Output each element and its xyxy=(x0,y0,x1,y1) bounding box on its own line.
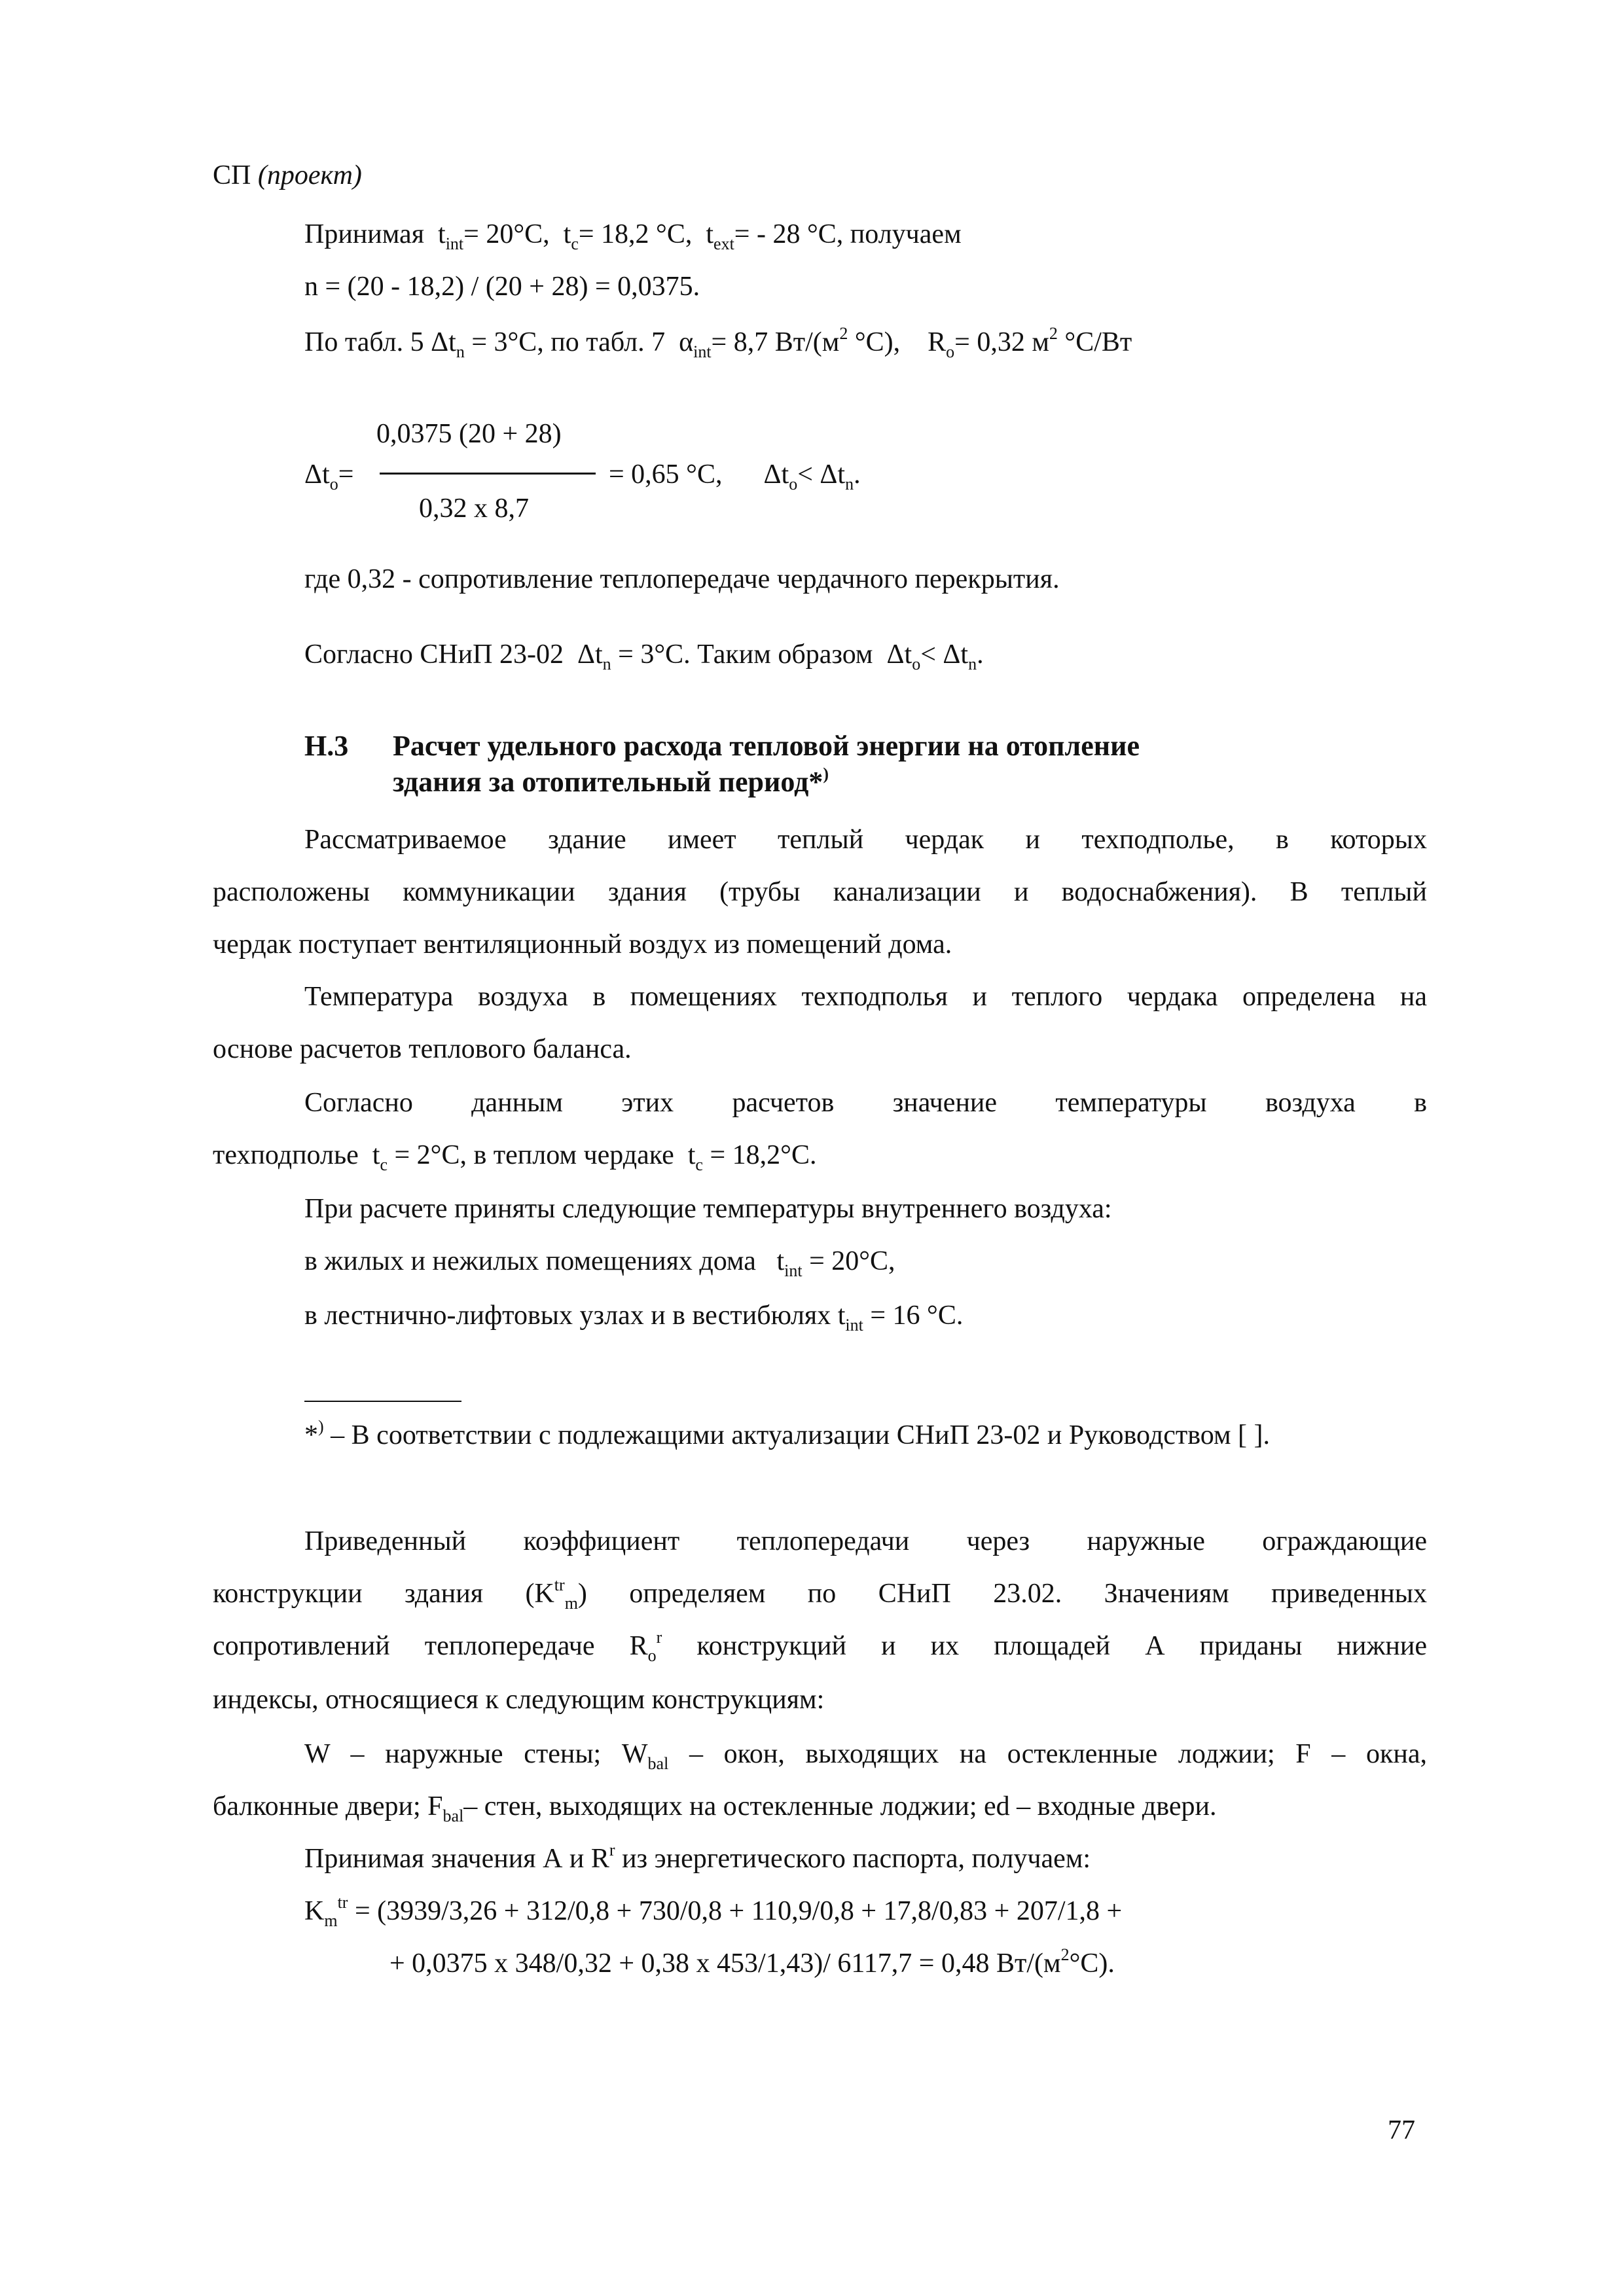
footnote-paren: ) xyxy=(318,1417,324,1436)
section-title-text: здания за отопительный период* xyxy=(393,766,823,798)
p3-line2 xyxy=(213,1139,816,1172)
value-result: = 0,65 °С, xyxy=(609,459,723,490)
equals-sign: = xyxy=(338,459,354,490)
p1-line1: Рассматриваемое здание имеет теплый чердак и техподполье, в которых xyxy=(304,825,1427,855)
table-references-line xyxy=(304,326,1132,359)
km-expression: = (3939/3,26 + 312/0,8 + 730/0,8 + 110,9/0,8 + 17,8/0,83 + 207/1,8 + xyxy=(348,1896,1123,1926)
symbol-t: t xyxy=(687,1140,696,1170)
section-number: Н.3 xyxy=(304,730,349,762)
text-accepting-values: Принимая значения А и R xyxy=(304,1844,609,1874)
text-living-rooms: в жилых и нежилых помещениях дома xyxy=(304,1246,756,1276)
formula-result: = 0,65 °С, $\Delta t_o< \Delta t_n$. xyxy=(609,459,861,493)
km-expression-continued: + 0,0375 х 348/0,32 + 0,38 х 453/1,43)/ 6117,7 = 0,48 Вт/(м xyxy=(389,1948,1061,1979)
sub-bal: bal xyxy=(647,1754,669,1773)
intro-accepting-line xyxy=(304,218,962,251)
symbol-R: R xyxy=(928,327,947,357)
sub-m: m xyxy=(564,1594,578,1613)
sup-tr: tr xyxy=(554,1575,565,1594)
km-unit: °С). xyxy=(1069,1948,1115,1979)
value-living-temp: = 20°С, xyxy=(809,1246,895,1276)
page-number: 77 xyxy=(1388,2115,1415,2145)
p2-line2: основе расчетов теплового баланса. xyxy=(213,1034,632,1064)
text-accepting: Принимая xyxy=(304,219,425,249)
text-indices: конструкций и их площадей А приданы нижние xyxy=(662,1631,1427,1661)
sub-ext: ext xyxy=(713,234,734,253)
text-thus: = 3°С. Таким образом xyxy=(618,639,873,670)
sub-bal: bal xyxy=(442,1806,464,1825)
header-code: СП xyxy=(213,160,251,190)
section-title-mark: ) xyxy=(823,764,829,783)
sub-int: int xyxy=(845,1316,863,1335)
sub-m: m xyxy=(324,1911,338,1930)
p7-line2 xyxy=(213,1575,1427,1613)
p6 xyxy=(304,1299,964,1335)
sub-o: o xyxy=(946,342,955,361)
p7-line3 xyxy=(213,1628,1427,1665)
footnote-mark: * xyxy=(304,1420,318,1450)
text-warm-attic: = 2°С, в теплом чердаке xyxy=(394,1140,674,1170)
value-t-ext: = - 28 °С, получаем xyxy=(734,219,962,249)
sub-o: o xyxy=(912,655,921,673)
sub-int: int xyxy=(693,342,712,361)
value-ro: = 0,32 м xyxy=(954,327,1049,357)
symbol-t: t xyxy=(837,1300,846,1331)
sub-c: c xyxy=(695,1155,703,1174)
sub-c: c xyxy=(571,234,579,253)
p8-line1 xyxy=(304,1738,1427,1773)
value-alpha: = 8,7 Вт/(м xyxy=(711,327,840,357)
sub-o: o xyxy=(329,475,338,493)
sub-n: n xyxy=(845,475,854,493)
footnote-rule xyxy=(304,1401,461,1402)
p1-line2: расположены коммуникации здания (трубы канализации и водоснабжения). В теплый xyxy=(213,877,1427,907)
p1-line3: чердак поступает вентиляционный воздух из помещений дома. xyxy=(213,929,952,960)
less-sign: < xyxy=(797,459,813,490)
sub-o: o xyxy=(789,475,798,493)
formula-lhs xyxy=(304,458,353,491)
sup-r: r xyxy=(656,1628,662,1647)
text-determine: ) определяем по СНиП 23.02. Значениям приведенных xyxy=(577,1579,1427,1609)
symbol-delta-t: Δt xyxy=(304,459,330,490)
km-formula-line1 xyxy=(304,1895,1122,1928)
section-title-line1: Расчет удельного расхода тепловой энергии на отопление xyxy=(393,730,1140,762)
sup-2: 2 xyxy=(1060,1945,1070,1964)
symbol-t: t xyxy=(438,219,446,249)
value-t-c: = 18,2 °С, xyxy=(578,219,693,249)
sup-2: 2 xyxy=(839,324,848,343)
p2-line1: Температура воздуха в помещениях техподполья и теплого чердака определена на xyxy=(304,982,1427,1012)
fraction-bar xyxy=(380,473,596,475)
header-status: (проект) xyxy=(257,160,362,190)
sub-c: c xyxy=(380,1155,388,1174)
symbol-delta-t: Δt xyxy=(577,639,603,670)
sub-o: o xyxy=(647,1646,657,1665)
symbol-t: t xyxy=(372,1140,380,1170)
unit-alpha: °С), xyxy=(848,327,901,357)
text-walls: W – наружные стены; W xyxy=(304,1739,648,1769)
p7-line4: индексы, относящиеся к следующим конструкциям: xyxy=(213,1685,825,1715)
sub-int: int xyxy=(445,234,464,253)
text-resistances: сопротивлений теплопередаче R xyxy=(213,1631,648,1661)
section-title-line2 xyxy=(393,766,829,798)
where-note: где 0,32 - сопротивление теплопередаче чердачного перекрытия. xyxy=(304,564,1060,594)
sup-r: r xyxy=(609,1840,615,1859)
symbol-alpha: α xyxy=(679,327,694,357)
text-windows: – окон, выходящих на остекленные лоджии; F – окна, xyxy=(668,1739,1427,1769)
text-tab5: По табл. 5 xyxy=(304,327,424,357)
p8-line2 xyxy=(213,1790,1216,1823)
sub-n: n xyxy=(968,655,977,673)
formula-numerator: 0,0375 (20 + 28) xyxy=(376,419,562,449)
symbol-K: K xyxy=(304,1896,325,1926)
symbol-delta-t: Δt xyxy=(943,639,969,670)
sup-tr: tr xyxy=(337,1893,348,1912)
sup-2: 2 xyxy=(1049,324,1058,343)
symbol-delta-t: Δt xyxy=(763,459,789,490)
symbol-t: t xyxy=(706,219,714,249)
text-from-passport: из энергетического паспорта, получаем: xyxy=(615,1844,1091,1874)
text-according: Согласно СНиП 23-02 xyxy=(304,639,564,670)
less-sign: < xyxy=(920,639,936,670)
p7-line1: Приведенный коэффициент теплопередачи через наружные ограждающие xyxy=(304,1526,1427,1556)
text-doors: – стен, выходящих на остекленные лоджии; ed – входные двери. xyxy=(463,1791,1217,1821)
p5 xyxy=(304,1245,895,1278)
sub-n: n xyxy=(456,342,465,361)
footnote-text: – В соответствии с подлежащими актуализации СНиП 23-02 и Руководством [ ]. xyxy=(323,1420,1271,1450)
symbol-delta-t: Δt xyxy=(820,459,846,490)
sub-n: n xyxy=(602,655,611,673)
symbol-t: t xyxy=(776,1246,785,1276)
text-techunderground: техподполье xyxy=(213,1140,359,1170)
text-stairwells: в лестнично-лифтовых узлах и в вестибюлях xyxy=(304,1300,831,1331)
value-stairwell-temp: = 16 °С. xyxy=(870,1300,964,1331)
symbol-t: t xyxy=(563,219,571,249)
text-balcony: балконные двери; F xyxy=(213,1791,443,1821)
according-line: Согласно СНиП 23-02 $\Delta t_n = 3^\circ С$. Таким образом $\Delta t_o< \Delta t_n$. xyxy=(304,639,984,673)
footnote xyxy=(304,1419,1270,1452)
text-tab7: = 3°С, по табл. 7 xyxy=(471,327,666,357)
unit-ro: °С/Вт xyxy=(1057,327,1132,357)
n-formula: n = (20 - 18,2) / (20 + 28) = 0,0375. xyxy=(304,272,700,302)
p9 xyxy=(304,1842,1091,1875)
symbol-delta-t: Δt xyxy=(886,639,912,670)
formula-denominator: 0,32 х 8,7 xyxy=(419,493,529,524)
p3-line1: Согласно данным этих расчетов значение температуры воздуха в xyxy=(304,1088,1427,1118)
value-attic-temp: = 18,2°С. xyxy=(710,1140,817,1170)
value-t-int: = 20°С, xyxy=(463,219,550,249)
km-formula-line2 xyxy=(389,1947,1115,1980)
p4: При расчете приняты следующие температуры внутреннего воздуха: xyxy=(304,1194,1112,1224)
symbol-delta-t: Δt xyxy=(431,327,456,357)
running-header xyxy=(213,159,362,192)
text-structures: конструкции здания (K xyxy=(213,1579,554,1609)
sub-int: int xyxy=(784,1261,803,1280)
